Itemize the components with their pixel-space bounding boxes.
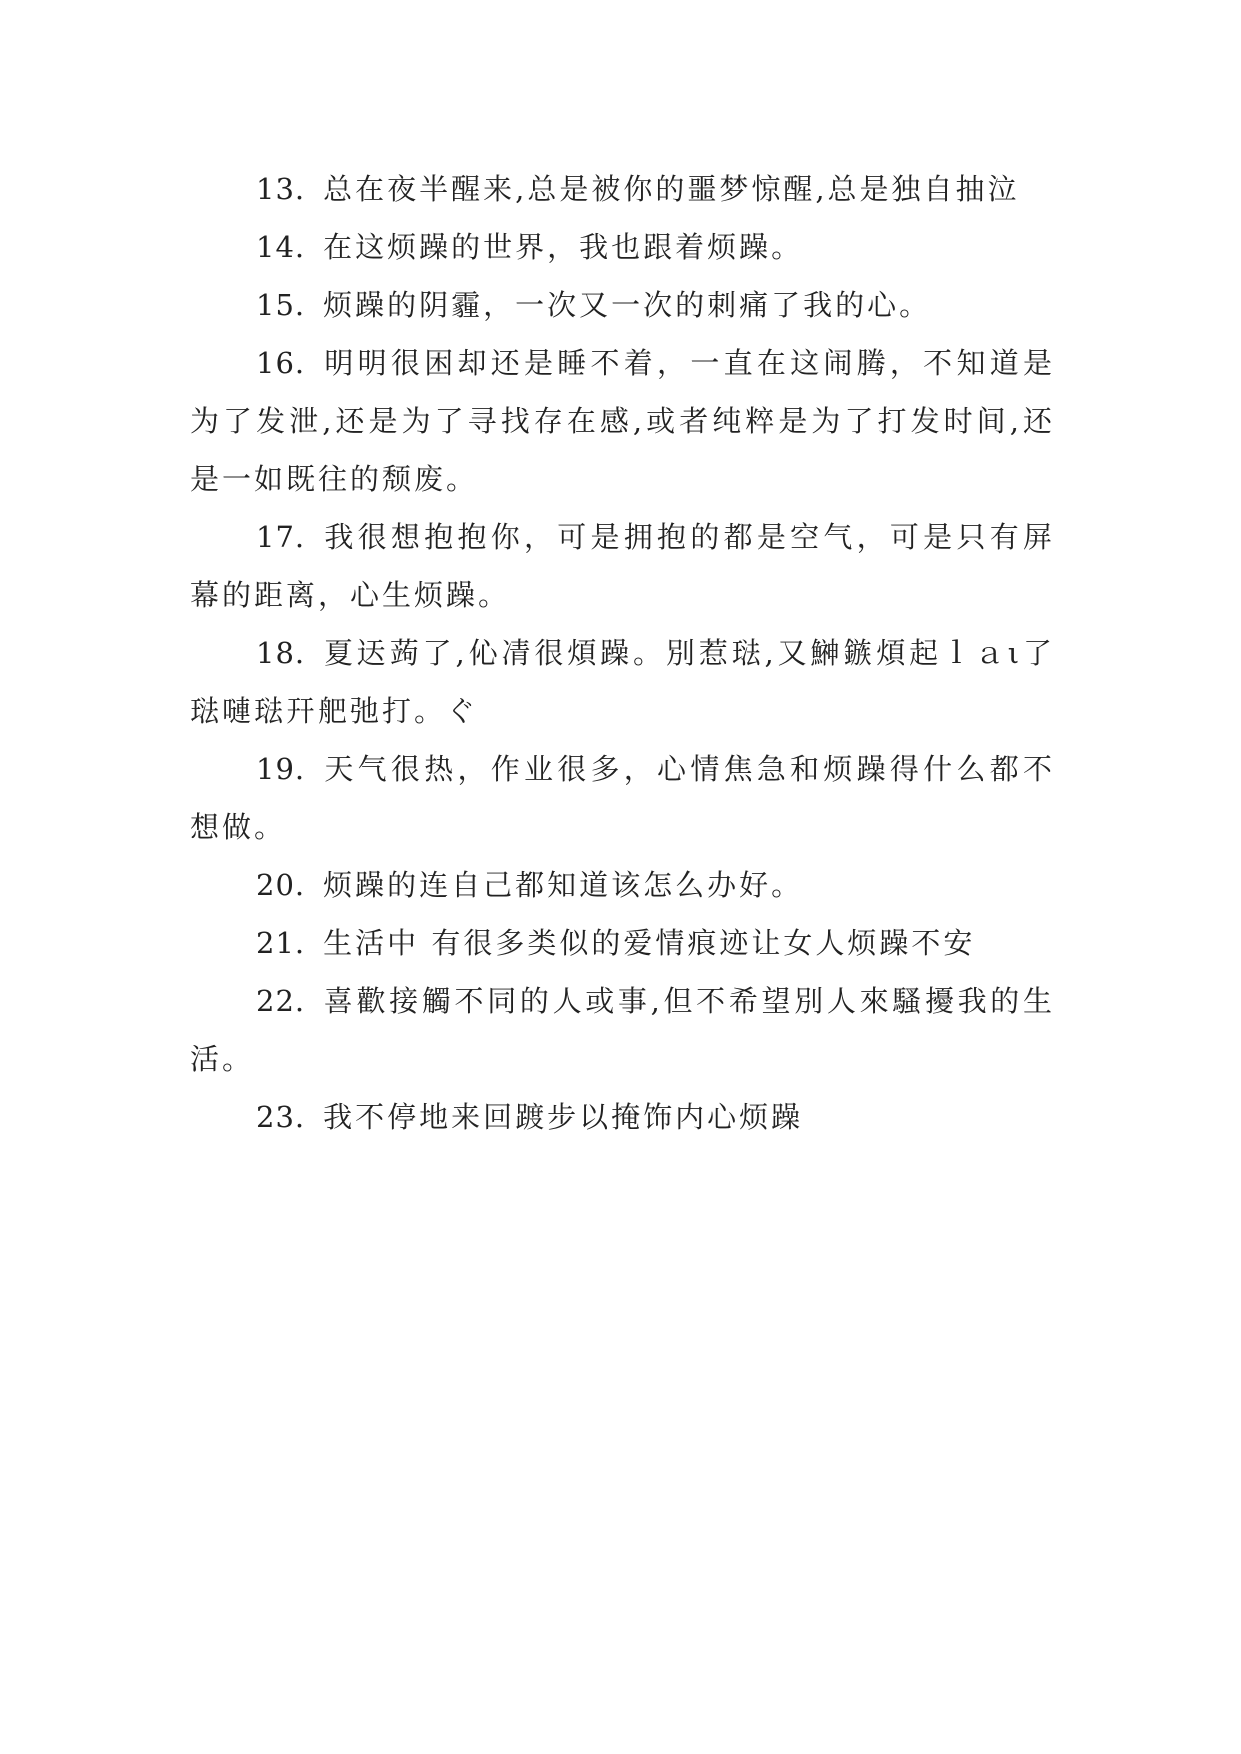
item-text: 喜歡接觸不同的人或事,但不希望別人來騷擾我的生活。 [190, 984, 1055, 1076]
item-text: 烦躁的阴霾，一次又一次的刺痛了我的心。 [323, 288, 932, 322]
item-number: 21. [256, 926, 306, 960]
item-text: 生活中 有很多类似的爱情痕迹让女人烦躁不安 [323, 926, 976, 960]
item-text: 天气很热，作业很多，心情焦急和烦躁得什么都不想做。 [190, 752, 1055, 844]
list-item [190, 624, 1055, 740]
item-number: 15. [256, 288, 306, 322]
list-item [190, 856, 1055, 914]
item-text: 明明很困却还是睡不着，一直在这闹腾，不知道是为了发泄,还是为了寻找存在感,或者纯粹是为了打发时间,还是一如既往的颓废。 [190, 346, 1055, 496]
item-number: 18. [256, 636, 306, 670]
list-item [190, 740, 1055, 856]
list-item [190, 334, 1055, 508]
item-number: 22. [256, 984, 306, 1018]
list-item [190, 508, 1055, 624]
item-text: 总在夜半醒来,总是被你的噩梦惊醒,总是独自抽泣 [323, 172, 1020, 206]
item-number: 19. [256, 752, 306, 786]
item-number: 17. [256, 520, 306, 554]
list-item [190, 914, 1055, 972]
list-item [190, 218, 1055, 276]
item-text: 在这烦躁的世界，我也跟着烦躁。 [323, 230, 804, 264]
list-item [190, 972, 1055, 1088]
document-body [190, 160, 1055, 1146]
item-number: 20. [256, 868, 306, 902]
item-number: 16. [256, 346, 306, 380]
item-text: 我不停地来回踱步以掩饰内心烦躁 [323, 1100, 804, 1134]
item-text: 烦躁的连自己都知道该怎么办好。 [323, 868, 804, 902]
list-item [190, 276, 1055, 334]
item-number: 23. [256, 1100, 306, 1134]
item-number: 14. [256, 230, 306, 264]
item-text: 夏迗蒟了,伈凊很煩躁。別惹琺,又鰰鏃煩起ｌａι了琺嗹琺幵舥弛打。ぐ [190, 636, 1055, 728]
list-item [190, 1088, 1055, 1146]
item-number: 13. [256, 172, 306, 206]
item-text: 我很想抱抱你，可是拥抱的都是空气，可是只有屏幕的距离，心生烦躁。 [190, 520, 1055, 612]
list-item [190, 160, 1055, 218]
